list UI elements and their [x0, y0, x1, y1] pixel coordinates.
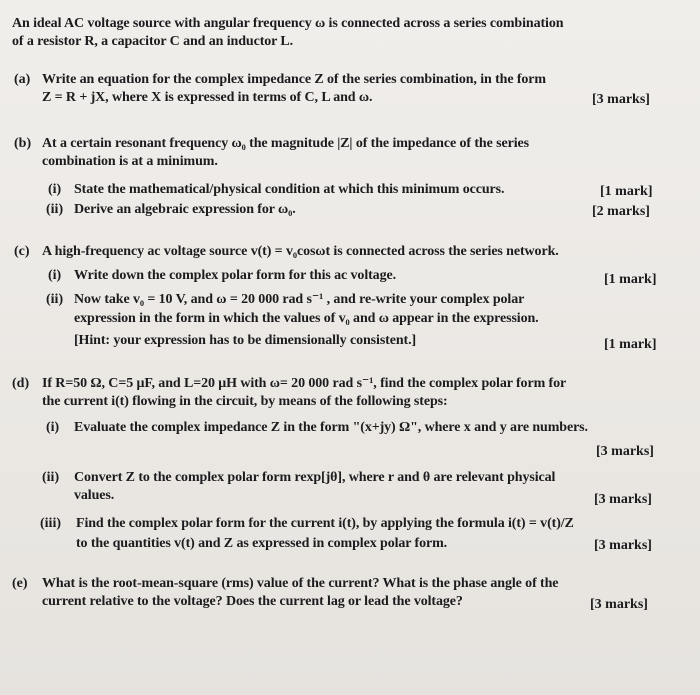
question-d-iii-label: (iii) — [40, 516, 61, 531]
question-c-i-text: Write down the complex polar form for this ac voltage. — [74, 268, 397, 283]
question-c-ii-line-2: expression in the form in which the values of v₀ and ω appear in the expression. — [74, 311, 539, 326]
question-c-ii-hint: [Hint: your expression has to be dimensionally consistent.] — [74, 333, 417, 348]
question-c-ii-line-1: Now take v₀ = 10 V, and ω = 20 000 rad s⁻¹ , and re-write your complex polar — [74, 292, 525, 307]
question-a-label: (a) — [14, 72, 31, 87]
question-b-i-text: State the mathematical/physical condition at which this minimum occurs. — [74, 182, 505, 197]
question-b-line-2: combination is at a minimum. — [42, 154, 218, 169]
question-d-label: (d) — [12, 376, 30, 391]
question-d-iii-line-1: Find the complex polar form for the current i(t), by applying the formula i(t) = v(t)/Z — [76, 516, 574, 531]
question-e-marks: [3 marks] — [590, 597, 648, 612]
question-e-label: (e) — [12, 576, 28, 591]
question-a-line-1: Write an equation for the complex impedance Z of the series combination, in the form — [42, 72, 546, 87]
question-d-line-1: If R=50 Ω, C=5 μF, and L=20 μH with ω= 20 000 rad s⁻¹, find the complex polar form for — [42, 376, 567, 391]
question-e-line-2: current relative to the voltage? Does the current lag or lead the voltage? — [42, 594, 463, 609]
question-b-line-1: At a certain resonant frequency ω₀ the magnitude |Z| of the impedance of the series — [42, 136, 529, 151]
question-c-label: (c) — [14, 244, 30, 259]
question-d-i-text: Evaluate the complex impedance Z in the form "(x+jy) Ω", where x and y are numbers. — [74, 420, 588, 435]
question-c-ii-marks: [1 mark] — [604, 337, 657, 352]
question-b-i-marks: [1 mark] — [600, 184, 653, 199]
question-c-i-marks: [1 mark] — [604, 272, 657, 287]
question-d-ii-label: (ii) — [42, 470, 60, 485]
question-d-iii-marks: [3 marks] — [594, 538, 652, 553]
question-c-line-1: A high-frequency ac voltage source v(t) = v₀cosωt is connected across the series network. — [42, 244, 559, 259]
question-b-label: (b) — [14, 136, 32, 151]
intro-line-2: of a resistor R, a capacitor C and an inductor L. — [12, 34, 294, 49]
question-d-line-2: the current i(t) flowing in the circuit, by means of the following steps: — [42, 394, 448, 409]
question-d-ii-marks: [3 marks] — [594, 492, 652, 507]
question-d-iii-line-2: to the quantities v(t) and Z as expressed in complex polar form. — [76, 536, 448, 551]
question-d-i-marks: [3 marks] — [596, 444, 654, 459]
question-c-ii-label: (ii) — [46, 292, 64, 307]
intro-line-1: An ideal AC voltage source with angular frequency ω is connected across a series combination — [12, 16, 564, 31]
question-d-ii-line-2: values. — [74, 488, 115, 503]
question-b-ii-label: (ii) — [46, 202, 64, 217]
question-d-i-label: (i) — [46, 420, 60, 435]
question-a-line-2: Z = R + jX, where X is expressed in terms of C, L and ω. — [42, 90, 373, 105]
question-b-ii-text: Derive an algebraic expression for ω₀. — [74, 202, 296, 217]
question-d-ii-line-1: Convert Z to the complex polar form rexp[jθ], where r and θ are relevant physical — [74, 470, 556, 485]
question-b-i-label: (i) — [48, 182, 62, 197]
question-c-i-label: (i) — [48, 268, 62, 283]
question-e-line-1: What is the root-mean-square (rms) value of the current? What is the phase angle of the — [42, 576, 559, 591]
question-b-ii-marks: [2 marks] — [592, 204, 650, 219]
question-a-marks: [3 marks] — [592, 92, 650, 107]
